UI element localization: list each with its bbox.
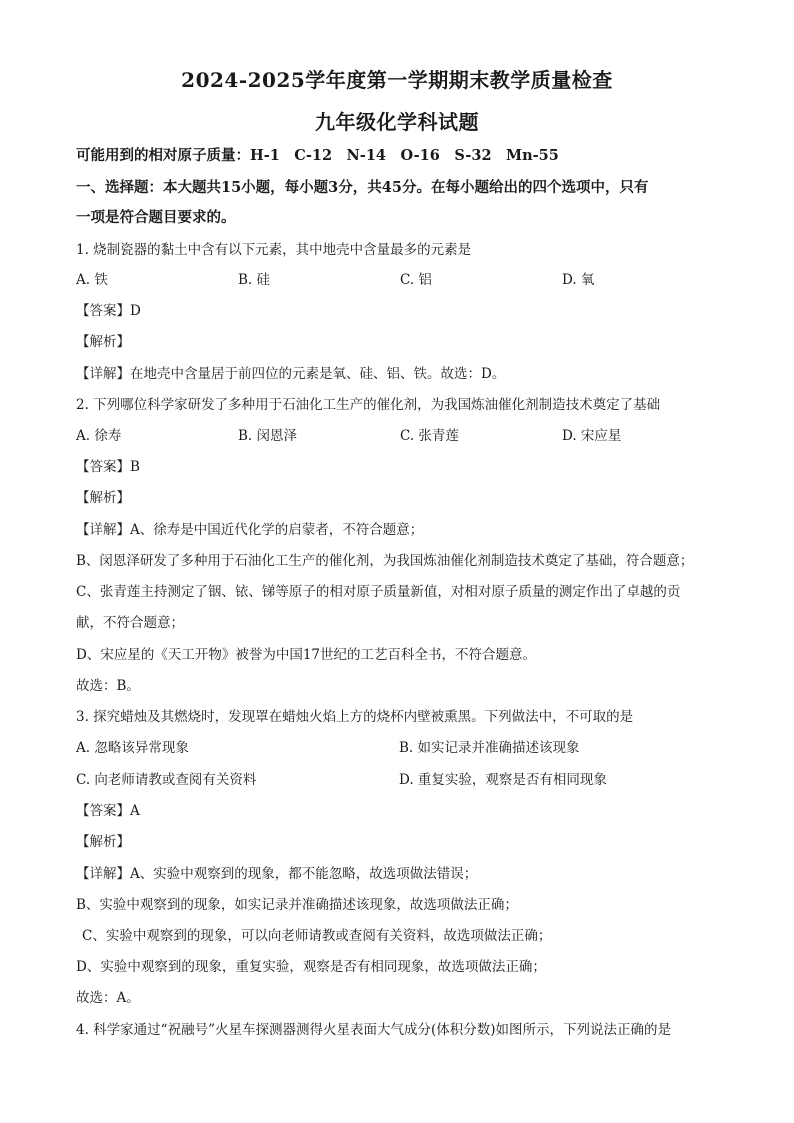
q2-option-d: D. 宋应星: [562, 428, 622, 444]
q3-answer: 【答案】A: [76, 803, 140, 819]
q2-detail-3: C、张青莲主持测定了铟、铱、锑等原子的相对原子质量新值，对相对原子质量的测定作出了卓越的贡: [76, 584, 681, 600]
q2-detail-4: 献，不符合题意；: [76, 615, 184, 631]
q3-option-c: C. 向老师请教或查阅有关资料: [76, 772, 257, 788]
q2-detail-6: 故选：B。: [76, 678, 140, 694]
q1-option-d: D. 氧: [562, 272, 595, 288]
atomic-masses: 可能用到的相对原子质量：H-1 C-12 N-14 O-16 S-32 Mn-55: [76, 147, 559, 164]
q2-option-b: B. 闵恩泽: [238, 428, 298, 444]
q3-option-d: D. 重复实验，观察是否有相同现象: [399, 772, 607, 788]
q3-detail-2: B、实验中观察到的现象，如实记录并准确描述该现象，故选项做法正确；: [76, 897, 518, 913]
q3-option-b: B. 如实记录并准确描述该现象: [399, 740, 580, 756]
q3-detail-4: D、实验中观察到的现象，重复实验，观察是否有相同现象，故选项做法正确；: [76, 959, 546, 975]
q3-stem: 3. 探究蜡烛及其燃烧时，发现罩在蜡烛火焰上方的烧杯内壁被熏黑。下列做法中，不可取的是: [76, 709, 634, 725]
q2-detail-5: D、宋应星的《天工开物》被誉为中国17世纪的工艺百科全书，不符合题意。: [76, 647, 537, 663]
section-heading-line-2: 一项是符合题目要求的。: [76, 209, 236, 226]
q4-stem: 4. 科学家通过“祝融号”火星车探测器测得火星表面大气成分(体积分数)如图所示，下列说法正确的是: [76, 1022, 672, 1038]
q2-detail-2: B、闵恩泽研发了多种用于石油化工生产的催化剂，为我国炼油催化剂制造技术奠定了基础，符合题意；: [76, 553, 694, 569]
q1-option-b: B. 硅: [238, 272, 271, 288]
q3-option-a: A. 忽略该异常现象: [76, 740, 189, 756]
q2-analysis-label: 【解析】: [76, 490, 130, 506]
q2-answer: 【答案】B: [76, 459, 140, 475]
q3-detail-3: C、实验中观察到的现象，可以向老师请教或查阅有关资料，故选项做法正确；: [82, 928, 552, 944]
q3-detail-5: 故选：A。: [76, 990, 140, 1006]
q1-answer: 【答案】D: [76, 303, 141, 319]
q3-analysis-label: 【解析】: [76, 834, 130, 850]
q2-detail-1: 【详解】A、徐寿是中国近代化学的启蒙者，不符合题意；: [76, 522, 424, 538]
q2-option-c: C. 张青莲: [400, 428, 459, 444]
q1-option-c: C. 铝: [400, 272, 432, 288]
q1-detail: 【详解】在地壳中含量居于前四位的元素是氧、硅、铝、铁。故选：D。: [76, 366, 506, 382]
q2-option-a: A. 徐寿: [76, 428, 122, 444]
q3-detail-1: 【详解】A、实验中观察到的现象，都不能忽略，故选项做法错误；: [76, 866, 478, 882]
section-heading-line-1: 一、选择题：本大题共15小题，每小题3分，共45分。在每小题给出的四个选项中，只有: [76, 179, 649, 196]
exam-subtitle: 九年级化学科试题: [315, 110, 479, 134]
q1-option-a: A. 铁: [76, 272, 108, 288]
q2-stem: 2. 下列哪位科学家研发了多种用于石油化工生产的催化剂，为我国炼油催化剂制造技术奠定了基础: [76, 397, 661, 413]
exam-title: 2024-2025学年度第一学期期末教学质量检查: [181, 68, 613, 92]
q1-analysis-label: 【解析】: [76, 334, 130, 350]
q1-stem: 1. 烧制瓷器的黏土中含有以下元素，其中地壳中含量最多的元素是: [76, 242, 472, 258]
